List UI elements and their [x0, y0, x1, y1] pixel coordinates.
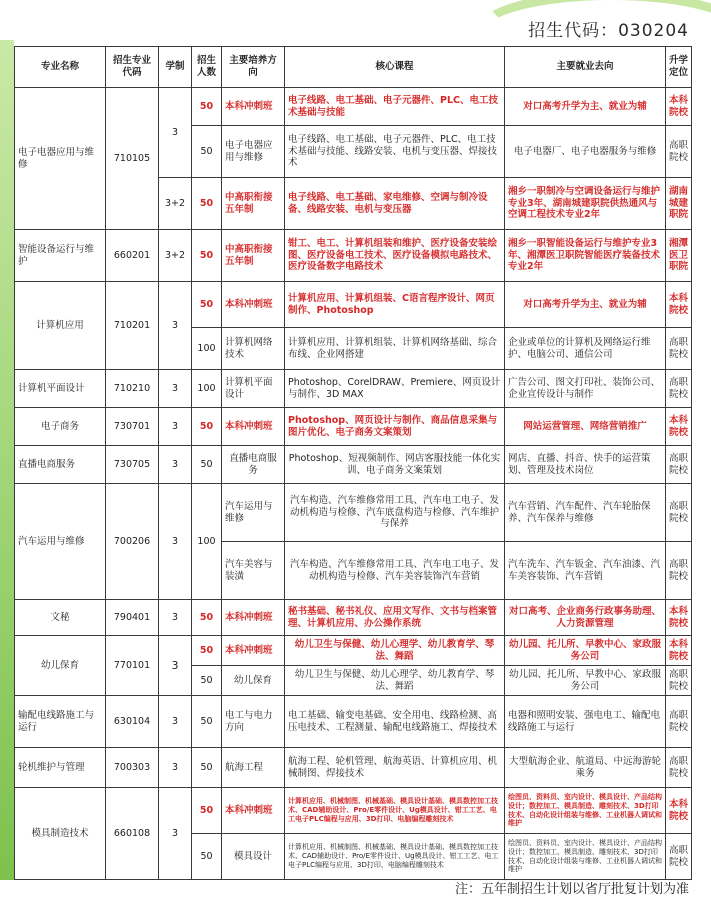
major-cell: 文秘 [15, 600, 106, 636]
courses-cell: 计算机应用、计算机组装、C语言程序设计、网页制作、Photoshop [285, 282, 505, 328]
count-cell: 50 [192, 178, 222, 230]
table-row [15, 600, 692, 636]
position-cell: 高职院校 [666, 484, 692, 542]
courses-cell: 汽车构造、汽车维修常用工具、汽车电工电子、发动机构造与检修、汽车美容装饰汽车营销 [285, 542, 505, 600]
major-cell: 输配电线路施工与运行 [15, 696, 106, 748]
code-cell: 700206 [106, 484, 159, 600]
employment-cell: 大型航海企业、航道局、中远海游轮乘务 [505, 748, 666, 788]
employment-cell: 企业或单位的计算机及网络运行维护、电脑公司、通信公司 [505, 328, 666, 370]
major-cell: 智能设备运行与维护 [15, 230, 106, 282]
table-row [15, 788, 692, 834]
direction-cell: 模具设计 [222, 834, 285, 880]
code-cell: 660108 [106, 788, 159, 880]
table-row [15, 446, 692, 484]
major-cell: 电子电器应用与维修 [15, 88, 106, 230]
count-cell: 50 [192, 600, 222, 636]
count-cell: 100 [192, 370, 222, 408]
code-cell: 710105 [106, 88, 159, 230]
employment-cell: 对口高考升学为主、就业为辅 [505, 282, 666, 328]
major-cell: 直播电商服务 [15, 446, 106, 484]
position-cell: 本科院校 [666, 88, 692, 126]
count-cell: 50 [192, 748, 222, 788]
courses-cell: Photoshop、网页设计与制作、商品信息采集与图片优化、电子商务文案策划 [285, 408, 505, 446]
courses-cell: 电工基础、输变电基础、安全用电、线路检测、高压电技术、工程测量、输配电线路施工、焊接技术 [285, 696, 505, 748]
position-cell: 高职院校 [666, 542, 692, 600]
system-cell: 3 [159, 748, 192, 788]
direction-cell: 计算机网络技术 [222, 328, 285, 370]
employment-cell: 广告公司、图文打印社、装饰公司、企业宣传设计与制作 [505, 370, 666, 408]
table-row [15, 636, 692, 666]
count-cell: 50 [192, 788, 222, 834]
count-cell: 50 [192, 666, 222, 696]
header-code: 招生专业代码 [106, 47, 159, 88]
code-cell: 790401 [106, 600, 159, 636]
employment-cell: 幼儿园、托儿所、早教中心、家政服务公司 [505, 636, 666, 666]
direction-cell: 幼儿保育 [222, 666, 285, 696]
position-cell: 湘潭医卫职院 [666, 230, 692, 282]
employment-cell: 网店、直播、抖音、快手的运营策划、管理及技术岗位 [505, 446, 666, 484]
major-cell: 计算机应用 [15, 282, 106, 370]
system-cell: 3 [159, 696, 192, 748]
header-employment: 主要就业去向 [505, 47, 666, 88]
position-cell: 本科院校 [666, 788, 692, 834]
employment-cell: 绘图员、资料员、室内设计、模具设计、产品结构设计；数控加工、模具制造、雕刻技术、3D打印技术、自动化设计组装与维修、工业机器人调试和维护 [505, 834, 666, 880]
position-cell: 本科院校 [666, 600, 692, 636]
position-cell: 高职院校 [666, 666, 692, 696]
employment-cell: 湘乡一职制冷与空调设备运行与维护专业3年、湖南城建职院供热通风与空调工程技术专业2年 [505, 178, 666, 230]
employment-cell: 对口高考、企业商务行政事务助理、人力资源管理 [505, 600, 666, 636]
table-row [15, 748, 692, 788]
direction-cell: 计算机平面设计 [222, 370, 285, 408]
employment-cell: 网站运营管理、网络营销推广 [505, 408, 666, 446]
code-cell: 710210 [106, 370, 159, 408]
header-count: 招生人数 [192, 47, 222, 88]
direction-cell: 中高职衔接五年制 [222, 178, 285, 230]
courses-cell: Photoshop、短视频制作、网店客服技能一体化实训、电子商务文案策划 [285, 446, 505, 484]
courses-cell: 钳工、电工、计算机组装和维护、医疗设备安装绘图、医疗设备电工技术、医疗设备模拟电路技术、医疗设备数字电路技术 [285, 230, 505, 282]
code-cell: 730701 [106, 408, 159, 446]
count-cell: 50 [192, 636, 222, 666]
courses-cell: 计算机应用、计算机组装、计算机网络基础、综合布线、企业网搭建 [285, 328, 505, 370]
employment-cell: 汽车洗车、汽车钣金、汽车油漆、汽车美容装饰、汽车营销 [505, 542, 666, 600]
direction-cell: 航海工程 [222, 748, 285, 788]
system-cell: 3 [159, 636, 192, 696]
direction-cell: 电子电器应用与维修 [222, 126, 285, 178]
major-cell: 汽车运用与维修 [15, 484, 106, 600]
table-row [15, 230, 692, 282]
table-row [15, 484, 692, 542]
employment-cell: 对口高考升学为主、就业为辅 [505, 88, 666, 126]
enrollment-table [14, 46, 692, 880]
direction-cell: 汽车运用与维修 [222, 484, 285, 542]
courses-cell: 电子线路、电工基础、电子元器件、PLC、电工技术基础与技能 [285, 88, 505, 126]
header-direction: 主要培养方向 [222, 47, 285, 88]
count-cell: 50 [192, 446, 222, 484]
position-cell: 高职院校 [666, 126, 692, 178]
courses-cell: 幼儿卫生与保健、幼儿心理学、幼儿教育学、琴法、舞蹈 [285, 636, 505, 666]
major-cell: 计算机平面设计 [15, 370, 106, 408]
left-green-strip [0, 40, 14, 880]
code-cell: 660201 [106, 230, 159, 282]
count-cell: 50 [192, 230, 222, 282]
count-cell: 50 [192, 88, 222, 126]
major-cell: 模具制造技术 [15, 788, 106, 880]
system-cell: 3 [159, 788, 192, 880]
direction-cell: 本科冲刺班 [222, 788, 285, 834]
major-cell: 幼儿保育 [15, 636, 106, 696]
code-cell: 700303 [106, 748, 159, 788]
employment-cell: 电子电器厂、电子电器服务与维修 [505, 126, 666, 178]
position-cell: 高职院校 [666, 696, 692, 748]
header-row [15, 47, 692, 88]
table-row [15, 408, 692, 446]
footnote: 注：五年制招生计划以省厅批复计划为准 [454, 882, 689, 897]
count-cell: 50 [192, 408, 222, 446]
system-cell: 3+2 [159, 230, 192, 282]
table-row [15, 370, 692, 408]
direction-cell: 汽车美容与装潢 [222, 542, 285, 600]
system-cell: 3 [159, 446, 192, 484]
code-cell: 730705 [106, 446, 159, 484]
position-cell: 高职院校 [666, 370, 692, 408]
position-cell: 湖南城建职院 [666, 178, 692, 230]
position-cell: 高职院校 [666, 834, 692, 880]
major-cell: 电子商务 [15, 408, 106, 446]
position-cell: 高职院校 [666, 446, 692, 484]
courses-cell: 电子线路、电工基础、家电维修、空调与制冷设备、线路安装、电机与变压器 [285, 178, 505, 230]
system-cell: 3+2 [159, 178, 192, 230]
direction-cell: 本科冲刺班 [222, 600, 285, 636]
employment-cell: 绘图员、资料员、室内设计、模具设计、产品结构设计；数控加工、模具制造、雕刻技术、3D打印技术、自动化设计组装与维修、工业机器人调试和维护 [505, 788, 666, 834]
header-system: 学制 [159, 47, 192, 88]
header-major: 专业名称 [15, 47, 106, 88]
major-cell: 轮机维护与管理 [15, 748, 106, 788]
code-cell: 770101 [106, 636, 159, 696]
enroll-code: 招生代码：030204 [528, 21, 689, 41]
count-cell: 50 [192, 696, 222, 748]
system-cell: 3 [159, 408, 192, 446]
code-cell: 630104 [106, 696, 159, 748]
position-cell: 本科院校 [666, 282, 692, 328]
direction-cell: 本科冲刺班 [222, 88, 285, 126]
courses-cell: 计算机应用、机械制图、机械基础、模具设计基础、模具数控加工技术、CAD辅助设计、Pro/E零件设计、Ug模具设计、钳工工艺、电工电子PLC编程与应用、3D打印、电脑编程雕刻技术 [285, 788, 505, 834]
direction-cell: 电工与电力方向 [222, 696, 285, 748]
employment-cell: 湘乡一职智能设备运行与维护专业3年、湘潭医卫职院智能医疗装备技术专业2年 [505, 230, 666, 282]
courses-cell: 秘书基础、秘书礼仪、应用文写作、文书与档案管理、计算机应用、办公操作系统 [285, 600, 505, 636]
direction-cell: 本科冲刺班 [222, 636, 285, 666]
table-row [15, 282, 692, 328]
position-cell: 高职院校 [666, 748, 692, 788]
direction-cell: 中高职衔接五年制 [222, 230, 285, 282]
position-cell: 本科院校 [666, 408, 692, 446]
system-cell: 3 [159, 370, 192, 408]
system-cell: 3 [159, 600, 192, 636]
header-position: 升学定位 [666, 47, 692, 88]
count-cell: 100 [192, 328, 222, 370]
system-cell: 3 [159, 282, 192, 370]
courses-cell: 航海工程、轮机管理、航海英语、计算机应用、机械制图、焊接技术 [285, 748, 505, 788]
code-cell: 710201 [106, 282, 159, 370]
system-cell: 3 [159, 88, 192, 178]
position-cell: 高职院校 [666, 328, 692, 370]
courses-cell: 幼儿卫生与保健、幼儿心理学、幼儿教育学、琴法、舞蹈 [285, 666, 505, 696]
employment-cell: 电器和照明安装、强电电工、输配电线路施工与运行 [505, 696, 666, 748]
count-cell: 50 [192, 282, 222, 328]
courses-cell: 汽车构造、汽车维修常用工具、汽车电工电子、发动机构造与检修、汽车底盘构造与检修、汽车维护与保养 [285, 484, 505, 542]
count-cell: 100 [192, 484, 222, 600]
courses-cell: Photoshop、CorelDRAW、Premiere、网页设计与制作、3D MAX [285, 370, 505, 408]
employment-cell: 汽车营销、汽车配件、汽车轮胎保养、汽车保养与维修 [505, 484, 666, 542]
direction-cell: 本科冲刺班 [222, 408, 285, 446]
position-cell: 本科院校 [666, 636, 692, 666]
courses-cell: 计算机应用、机械制图、机械基础、模具设计基础、模具数控加工技术、CAD辅助设计、Pro/E零件设计、Ug模具设计、钳工工艺、电工电子PLC编程与应用、3D打印、电脑编程雕刻技术 [285, 834, 505, 880]
courses-cell: 电子线路、电工基础、电子元器件、PLC、电工技术基础与技能、线路安装、电机与变压器、焊接技术 [285, 126, 505, 178]
system-cell: 3 [159, 484, 192, 600]
direction-cell: 直播电商服务 [222, 446, 285, 484]
count-cell: 50 [192, 834, 222, 880]
header-courses: 核心课程 [285, 47, 505, 88]
count-cell: 50 [192, 126, 222, 178]
employment-cell: 幼儿园、托儿所、早教中心、家政服务公司 [505, 666, 666, 696]
direction-cell: 本科冲刺班 [222, 282, 285, 328]
table-row [15, 88, 692, 126]
table-row [15, 696, 692, 748]
